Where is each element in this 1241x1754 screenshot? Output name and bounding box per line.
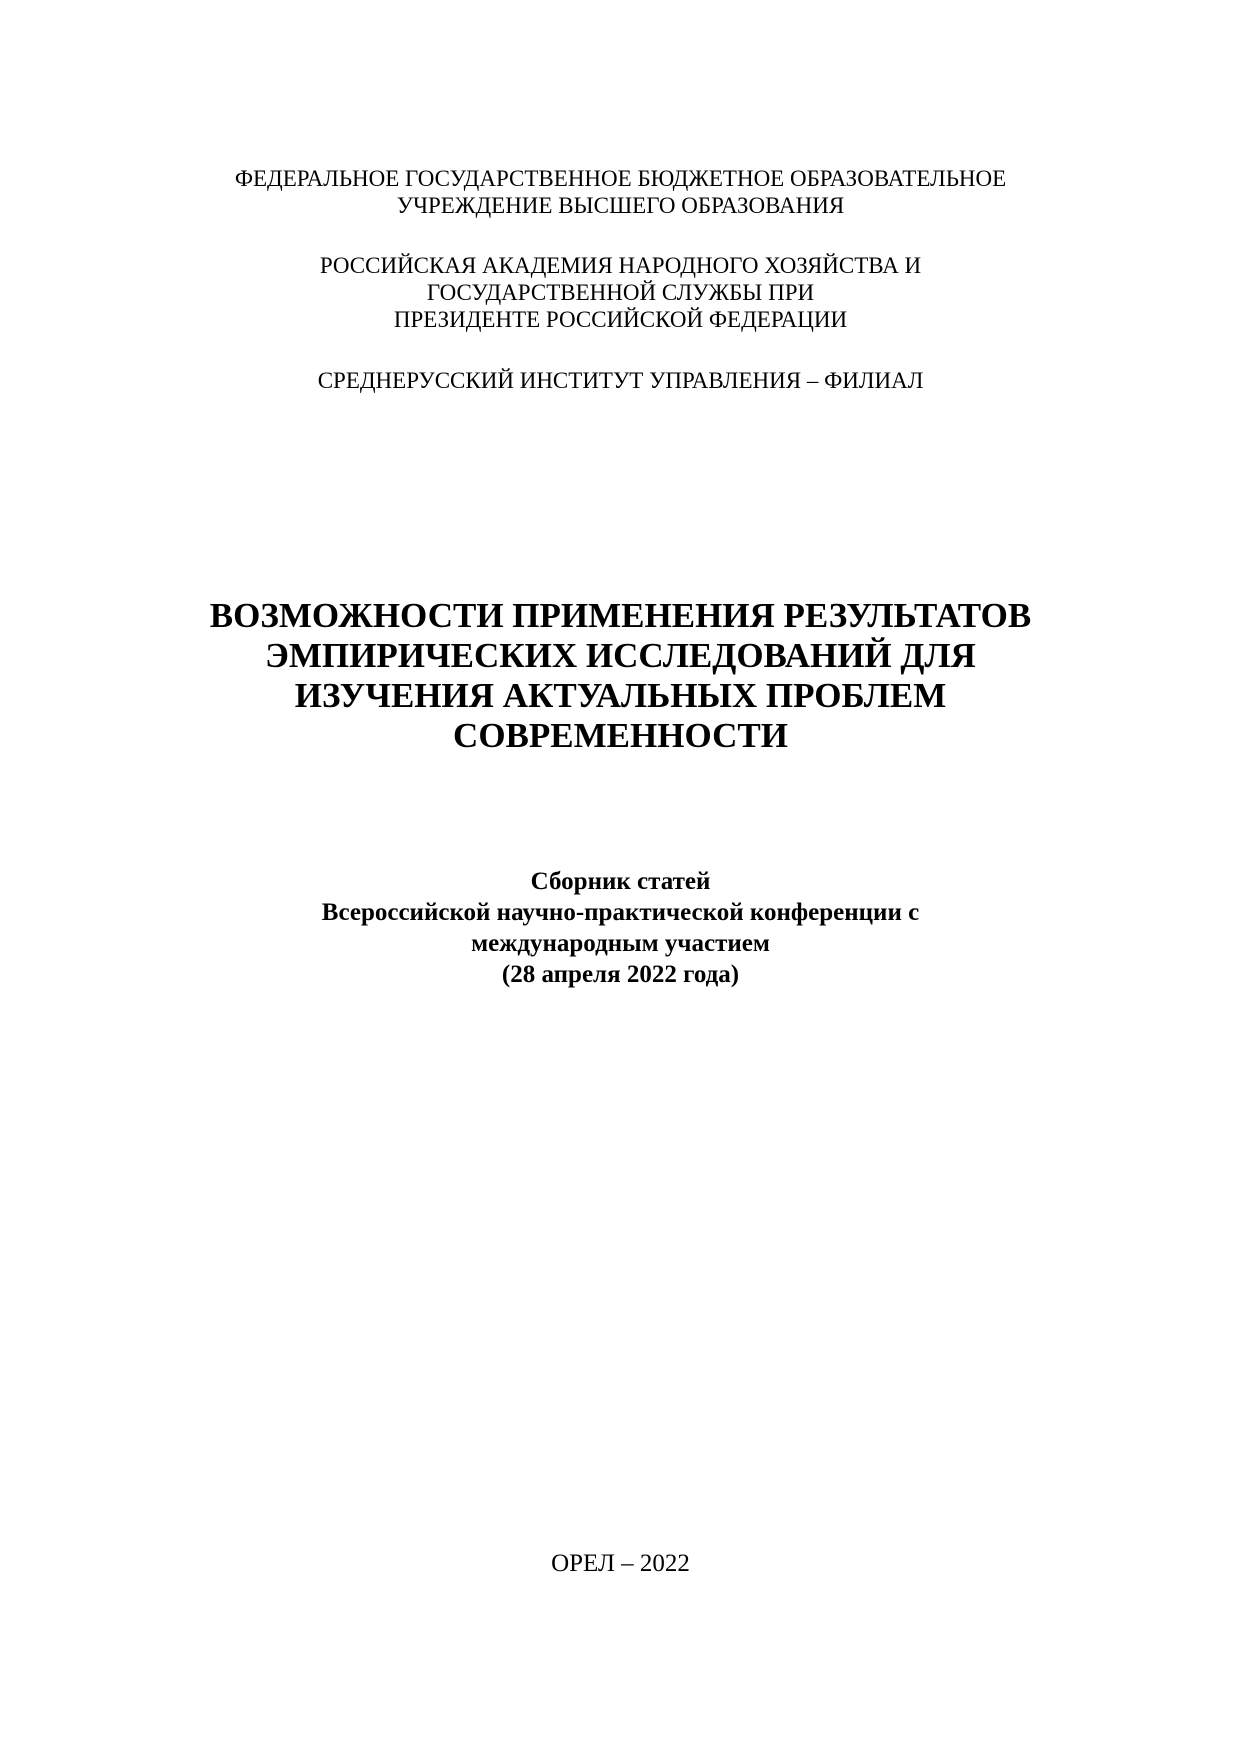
academy-line: ПРЕЗИДЕНТЕ РОССИЙСКОЙ ФЕДЕРАЦИИ: [393, 307, 848, 332]
document-title: [0, 596, 1241, 756]
title-line: ВОЗМОЖНОСТИ ПРИМЕНЕНИЯ РЕЗУЛЬТАТОВ: [209, 596, 1032, 635]
title-line: СОВРЕМЕННОСТИ: [453, 716, 788, 755]
institute-header: [0, 367, 1241, 394]
organization-header: [0, 165, 1241, 219]
institute-line: СРЕДНЕРУССКИЙ ИНСТИТУТ УПРАВЛЕНИЯ – ФИЛИАЛ: [317, 368, 924, 393]
place-year-footer: [0, 1549, 1241, 1579]
subtitle-line: международным участием: [471, 930, 770, 957]
subtitle-line: Сборник статей: [530, 868, 711, 895]
document-subtitle: [0, 866, 1241, 990]
academy-header: [0, 252, 1241, 333]
place-year: ОРЕЛ – 2022: [551, 1550, 690, 1577]
subtitle-line: (28 апреля 2022 года): [501, 961, 740, 988]
academy-line: ГОСУДАРСТВЕННОЙ СЛУЖБЫ ПРИ: [426, 280, 815, 305]
organization-line: ФЕДЕРАЛЬНОЕ ГОСУДАРСТВЕННОЕ БЮДЖЕТНОЕ ОБРАЗОВАТЕЛЬНОЕ: [234, 166, 1007, 191]
academy-line: РОССИЙСКАЯ АКАДЕМИЯ НАРОДНОГО ХОЗЯЙСТВА И: [319, 253, 922, 278]
title-line: ИЗУЧЕНИЯ АКТУАЛЬНЫХ ПРОБЛЕМ: [294, 676, 947, 715]
title-line: ЭМПИРИЧЕСКИХ ИССЛЕДОВАНИЙ ДЛЯ: [265, 636, 976, 675]
subtitle-line: Всероссийской научно-практической конференции с: [321, 899, 920, 926]
organization-line: УЧРЕЖДЕНИЕ ВЫСШЕГО ОБРАЗОВАНИЯ: [396, 193, 845, 218]
